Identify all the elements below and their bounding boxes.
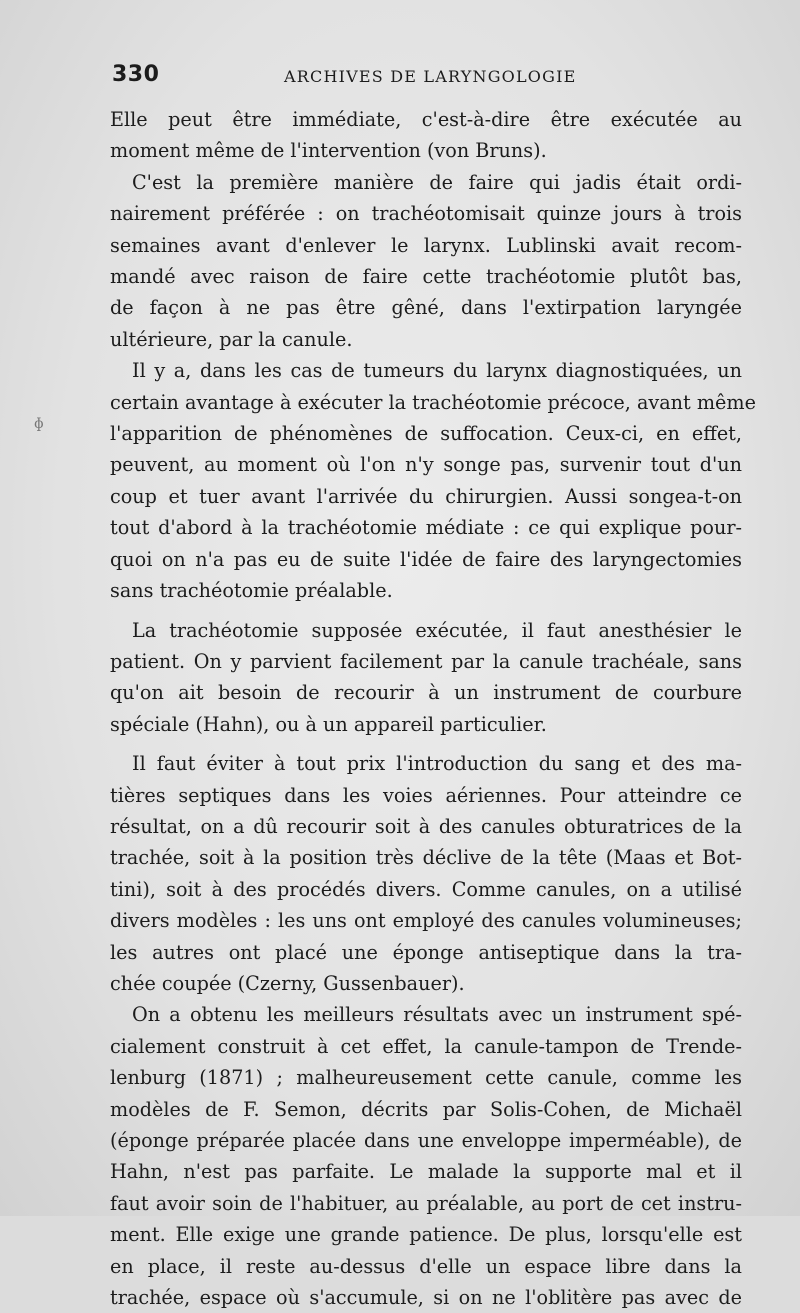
text-line: Il faut éviter à tout prix l'introduction du sang et des ma- xyxy=(132,752,742,776)
text-line: résultat, on a dû recourir soit à des canules obturatrices de la xyxy=(110,814,742,838)
body-text xyxy=(110,104,756,1313)
text-line: en place, il reste au-dessus d'elle un espace libre dans la xyxy=(110,1254,742,1278)
text-line: trachée, soit à la position très déclive de la tête (Maas et Bot- xyxy=(110,846,742,870)
text-line: Il y a, dans les cas de tumeurs du larynx diagnostiquées, un xyxy=(132,359,742,383)
text-line: les autres ont placé une éponge antiseptique dans la tra- xyxy=(110,940,742,964)
text-line: patient. On y parvient facilement par la canule trachéale, sans xyxy=(110,649,742,673)
text-line: divers modèles : les uns ont employé des canules volumineuses; xyxy=(110,909,742,933)
page-header xyxy=(112,62,742,92)
text-line: l'apparition de phénomènes de suffocation. Ceux-ci, en effet, xyxy=(110,422,742,446)
margin-mark: ɸ xyxy=(34,416,44,432)
page-number: 330 xyxy=(112,62,160,87)
text-line: trachée, espace où s'accumule, si on ne l'oblitère pas avec de xyxy=(110,1286,742,1310)
text-line: de façon à ne pas être gêné, dans l'extirpation laryngée xyxy=(110,296,742,320)
text-line: tini), soit à des procédés divers. Comme canules, on a utilisé xyxy=(110,877,742,901)
text-line: La trachéotomie supposée exécutée, il faut anesthésier le xyxy=(132,618,742,642)
text-line: nairement préférée : on trachéotomisait quinze jours à trois xyxy=(110,202,742,226)
text-line: cialement construit à cet effet, la canule-tampon de Trende- xyxy=(110,1034,742,1058)
paragraph xyxy=(110,167,742,355)
text-line: coup et tuer avant l'arrivée du chirurgien. Aussi songea-t-on xyxy=(110,484,742,508)
text-line: semaines avant d'enlever le larynx. Lublinski avait recom- xyxy=(110,233,742,257)
paragraph xyxy=(110,615,742,741)
text-line: sans trachéotomie préalable. xyxy=(110,579,393,603)
running-title: ARCHIVES DE LARYNGOLOGIE xyxy=(284,67,577,86)
text-line: C'est la première manière de faire qui jadis était ordi- xyxy=(132,170,742,194)
text-line: qu'on ait besoin de recourir à un instrument de courbure xyxy=(110,681,742,705)
text-line: quoi on n'a pas eu de suite l'idée de faire des laryngectomies xyxy=(110,547,742,571)
paragraph xyxy=(110,999,742,1313)
text-line: faut avoir soin de l'habituer, au préalable, au port de cet instru- xyxy=(110,1191,742,1215)
text-line: moment même de l'intervention (von Bruns). xyxy=(110,139,547,163)
paragraph xyxy=(110,104,742,167)
paragraph xyxy=(110,748,742,999)
text-line: spéciale (Hahn), ou à un appareil particulier. xyxy=(110,712,547,736)
text-line: chée coupée (Czerny, Gussenbauer). xyxy=(110,971,465,995)
text-line: mandé avec raison de faire cette trachéotomie plutôt bas, xyxy=(110,265,742,289)
text-line: Hahn, n'est pas parfaite. Le malade la supporte mal et il xyxy=(110,1160,742,1184)
text-line: tières septiques dans les voies aériennes. Pour atteindre ce xyxy=(110,783,742,807)
text-line: ment. Elle exige une grande patience. De plus, lorsqu'elle est xyxy=(110,1223,742,1247)
text-line: modèles de F. Semon, décrits par Solis-Cohen, de Michaël xyxy=(110,1097,742,1121)
text-line: lenburg (1871) ; malheureusement cette canule, comme les xyxy=(110,1066,742,1090)
text-line: tout d'abord à la trachéotomie médiate : ce qui explique pour- xyxy=(110,516,742,540)
text-line: Elle peut être immédiate, c'est-à-dire être exécutée au xyxy=(110,108,742,131)
text-line: ultérieure, par la canule. xyxy=(110,327,353,351)
text-line: On a obtenu les meilleurs résultats avec un instrument spé- xyxy=(132,1003,742,1027)
paragraph xyxy=(110,355,756,606)
text-line: certain avantage à exécuter la trachéotomie précoce, avant même xyxy=(110,390,756,414)
text-line: (éponge préparée placée dans une enveloppe imperméable), de xyxy=(110,1129,742,1152)
text-line: peuvent, au moment où l'on n'y songe pas, survenir tout d'un xyxy=(110,453,742,477)
